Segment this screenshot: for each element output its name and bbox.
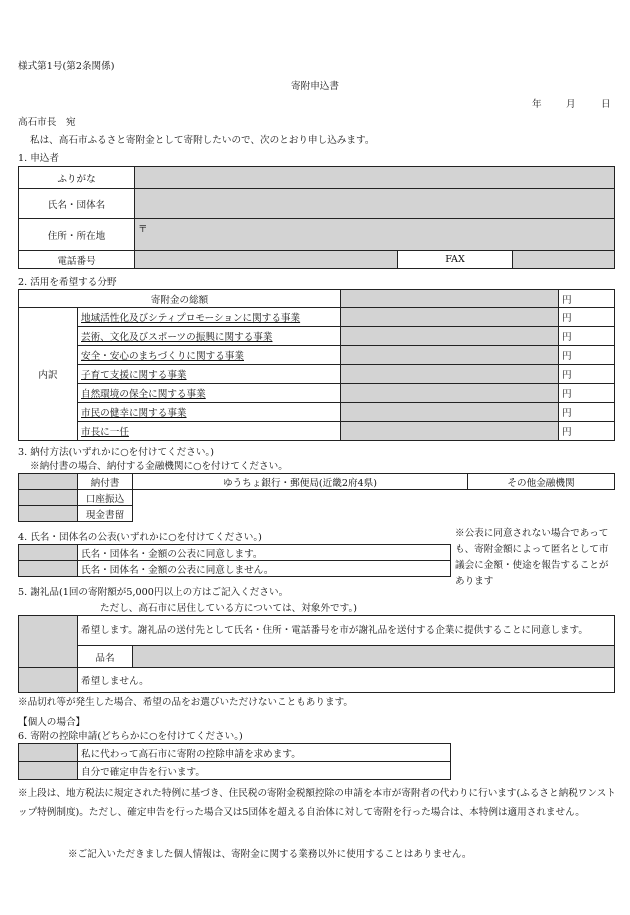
payment-table-sub (18, 489, 133, 522)
yen-unit: 円 (559, 346, 615, 365)
phone-label: 電話番号 (19, 251, 135, 269)
deduction-mark-field[interactable] (19, 744, 78, 762)
usage-amount-field[interactable] (341, 403, 559, 422)
payment-method: 口座振込 (78, 490, 133, 506)
date-year-label: 年 (532, 99, 542, 110)
section4-heading: 4. 氏名・団体名の公表(いずれかに○を付けてください。) (18, 532, 262, 543)
gift-note: ※品切れ等が発生した場合、希望の品をお選びいただけないこともあります。 (18, 697, 354, 708)
yen-unit: 円 (559, 365, 615, 384)
name-field[interactable] (135, 189, 615, 219)
intro-text: 私は、高石市ふるさと寄附金として寄附したいので、次のとおり申し込みます。 (30, 135, 375, 146)
deduction-option-onestop: 私に代わって高石市に寄附の控除申請を求めます。 (78, 744, 451, 762)
page-title: 寄附申込書 (291, 81, 339, 92)
payment-table (18, 473, 615, 490)
deduction-mark-field[interactable] (19, 762, 78, 780)
postal-mark: 〒 (138, 224, 148, 235)
publication-mark-field[interactable] (19, 545, 78, 561)
furigana-label: ふりがな (19, 167, 135, 189)
address-field[interactable] (135, 219, 615, 251)
usage-amount-field[interactable] (341, 422, 559, 441)
yen-unit: 円 (559, 384, 615, 403)
total-amount-field[interactable] (341, 290, 559, 308)
usage-item: 市民の健幸に関する事業 (78, 403, 341, 422)
gift-item-field[interactable] (133, 646, 615, 668)
publication-agree: 氏名・団体名・金額の公表に同意します。 (78, 545, 451, 561)
breakdown-label: 内訳 (19, 308, 78, 441)
usage-item: 安全・安心のまちづくりに関する事業 (78, 346, 341, 365)
furigana-field[interactable] (135, 167, 615, 189)
deduction-option-self: 自分で確定申告を行います。 (78, 762, 451, 780)
gift-mark-field[interactable] (19, 668, 78, 693)
individual-case-label: 【個人の場合】 (18, 717, 86, 728)
date-day-label: 日 (601, 99, 611, 110)
publication-table (18, 544, 451, 577)
usage-item: 自然環境の保全に関する事業 (78, 384, 341, 403)
form-id: 様式第1号(第2条関係) (18, 61, 115, 72)
gift-agree-text: 希望します。謝礼品の送付先として氏名・住所・電話番号を市が謝礼品を送付する企業に提供することに同意します。 (78, 616, 615, 646)
section5-heading: 5. 謝礼品(1回の寄附額が5,000円以上の方はご記入ください。 (18, 587, 289, 598)
publication-side-note: ※公表に同意されない場合であっても、寄附金額によって匿名として市議会に金額・使途を報告することがあります (455, 528, 609, 587)
gift-table (18, 615, 615, 693)
deduction-note: ※上段は、地方税法に規定された特例に基づき、住民税の寄附金税額控除の申請を本市が寄附者の代わりに行います(ふるさと納税ワンストップ特例制度)。ただし、確定申告を行った場合又は5団体を超える自治体に対して寄附を行った場合は、本特例は適用されません。 (18, 788, 616, 818)
usage-amount-field[interactable] (341, 327, 559, 346)
fax-field[interactable] (513, 251, 615, 269)
publication-mark-field[interactable] (19, 561, 78, 577)
usage-item: 芸術、文化及びスポーツの振興に関する事業 (78, 327, 341, 346)
phone-field[interactable] (135, 251, 398, 269)
gift-decline: 希望しません。 (78, 668, 615, 693)
section3-subnote: ※納付書の場合、納付する金融機関に○を付けてください。 (30, 461, 288, 472)
payment-mark-field[interactable] (19, 490, 78, 506)
name-label: 氏名・団体名 (19, 189, 135, 219)
yen-unit: 円 (559, 308, 615, 327)
payment-method: 納付書 (78, 474, 133, 490)
bank-option-yucho[interactable]: ゆうちょ銀行・郵便局(近畿2府4県) (133, 474, 468, 490)
addressee: 高石市長 宛 (18, 117, 76, 128)
yen-unit: 円 (559, 290, 615, 308)
payment-mark-field[interactable] (19, 506, 78, 522)
address-label: 住所・所在地 (19, 219, 135, 251)
yen-unit: 円 (559, 422, 615, 441)
section2-heading: 2. 活用を希望する分野 (18, 277, 117, 288)
gift-mark-field[interactable] (19, 616, 78, 668)
applicant-table (18, 166, 615, 269)
fax-label: FAX (398, 251, 513, 269)
bank-option-other[interactable]: その他金融機関 (468, 474, 615, 490)
publication-disagree: 氏名・団体名・金額の公表に同意しません。 (78, 561, 451, 577)
usage-item: 子育て支援に関する事業 (78, 365, 341, 384)
deduction-table (18, 743, 451, 780)
usage-amount-field[interactable] (341, 346, 559, 365)
usage-item: 市長に一任 (78, 422, 341, 441)
usage-amount-field[interactable] (341, 384, 559, 403)
section3-heading: 3. 納付方法(いずれかに○を付けてください。) (18, 447, 214, 458)
payment-mark-field[interactable] (19, 474, 78, 490)
yen-unit: 円 (559, 403, 615, 422)
usage-table (18, 289, 615, 441)
yen-unit: 円 (559, 327, 615, 346)
total-amount-label: 寄附金の総額 (19, 290, 341, 308)
section6-heading: 6. 寄附の控除申請(どちらかに○を付けてください。) (18, 731, 243, 742)
date-month-label: 月 (566, 99, 576, 110)
privacy-note: ※ご記入いただきました個人情報は、寄附金に関する業務以外に使用することはありません。 (68, 849, 472, 860)
section1-heading: 1. 申込者 (18, 153, 59, 164)
payment-method: 現金書留 (78, 506, 133, 522)
gift-item-label: 品名 (78, 646, 133, 668)
usage-amount-field[interactable] (341, 365, 559, 384)
usage-item: 地域活性化及びシティプロモーションに関する事業 (78, 308, 341, 327)
usage-amount-field[interactable] (341, 308, 559, 327)
section5-heading-2: ただし、高石市に居住している方については、対象外です。) (100, 603, 358, 614)
